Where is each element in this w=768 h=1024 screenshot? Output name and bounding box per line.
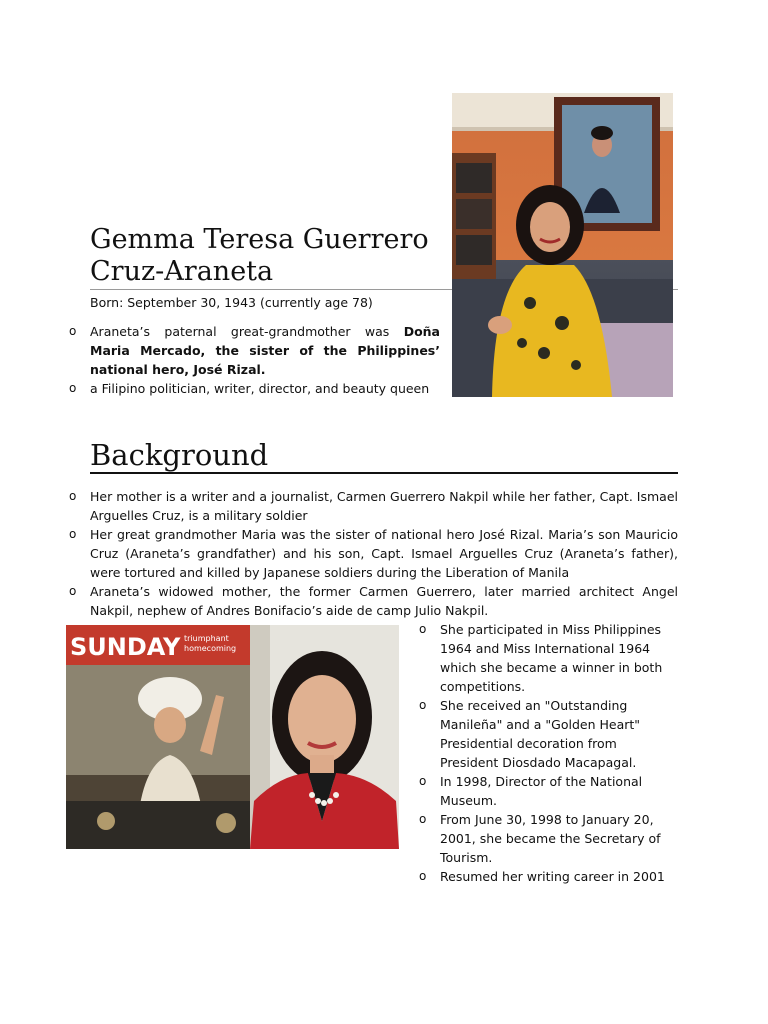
- list-item: [419, 620, 678, 696]
- fact-text: Araneta’s paternal great-grandmother was: [90, 324, 404, 339]
- bullet-icon: o: [419, 774, 427, 788]
- list-item: [69, 322, 440, 379]
- background-heading: Background: [90, 438, 269, 472]
- magazine-masthead: SUNDAY: [70, 633, 181, 661]
- page-title: [90, 224, 450, 288]
- list-item: [69, 582, 678, 620]
- background-list: [69, 487, 678, 620]
- achievement-text: She received an "Outstanding Manileña" and a "Golden Heart" Presidential decoration from President Diosdado Macapagal.: [440, 698, 641, 770]
- list-item: [69, 379, 440, 398]
- achievement-text: From June 30, 1998 to January 20, 2001, she became the Secretary of Tourism.: [440, 812, 661, 865]
- list-item: [419, 772, 678, 810]
- recent-portrait-photo: [250, 625, 399, 849]
- achievement-text: Resumed her writing career in 2001: [440, 869, 665, 884]
- bullet-icon: o: [69, 324, 77, 338]
- background-divider: [90, 472, 678, 474]
- list-item: [419, 810, 678, 867]
- list-item: [419, 696, 678, 772]
- bullet-icon: o: [419, 698, 427, 712]
- bullet-icon: o: [419, 622, 427, 636]
- magazine-illustration: [66, 625, 250, 849]
- fact-bold-text: Doña Maria Mercado, the sister of the Philippines’ national hero, José Rizal.: [90, 324, 440, 377]
- bullet-icon: o: [69, 584, 77, 598]
- title-line-1: Gemma Teresa Guerrero: [90, 224, 429, 255]
- profile-facts-list: [69, 322, 440, 398]
- portrait-illustration: [452, 93, 673, 397]
- bullet-icon: o: [69, 381, 77, 395]
- bullet-icon: o: [419, 812, 427, 826]
- achievement-text: In 1998, Director of the National Museum.: [440, 774, 643, 808]
- born-line: Born: September 30, 1943 (currently age 78): [90, 295, 373, 310]
- fact-text: a Filipino politician, writer, director, and beauty queen: [90, 381, 430, 396]
- achievement-text: She participated in Miss Philippines 1964 and Miss International 1964 which she became a winner in both competitions.: [440, 622, 663, 694]
- background-text: Her great grandmother Maria was the sister of national hero José Rizal. Maria’s son Mauricio Cruz (Araneta’s grandfather) and his son, Capt. Ismael Arguelles Cruz (Araneta’s father), were tortured and killed by Japanese soldiers during the Liberation of Manila: [90, 527, 678, 580]
- portrait-photo: [452, 93, 673, 397]
- background-text: Her mother is a writer and a journalist, Carmen Guerrero Nakpil while her father, Capt. Ismael Arguelles Cruz, is a military soldier: [90, 489, 678, 523]
- list-item: [419, 867, 678, 886]
- bullet-icon: o: [69, 489, 77, 503]
- magazine-caption-2: homecoming: [184, 644, 237, 653]
- title-line-2: Cruz-Araneta: [90, 256, 274, 287]
- recent-portrait-illustration: [250, 625, 399, 849]
- list-item: [69, 525, 678, 582]
- magazine-cover-photo: [66, 625, 250, 849]
- magazine-caption-1: triumphant: [184, 634, 229, 643]
- achievements-list: [419, 620, 678, 886]
- bullet-icon: o: [419, 869, 427, 883]
- bullet-icon: o: [69, 527, 77, 541]
- list-item: [69, 487, 678, 525]
- background-text: Araneta’s widowed mother, the former Carmen Guerrero, later married architect Angel Nakpil, nephew of Andres Bonifacio’s aide de camp Julio Nakpil.: [90, 584, 678, 618]
